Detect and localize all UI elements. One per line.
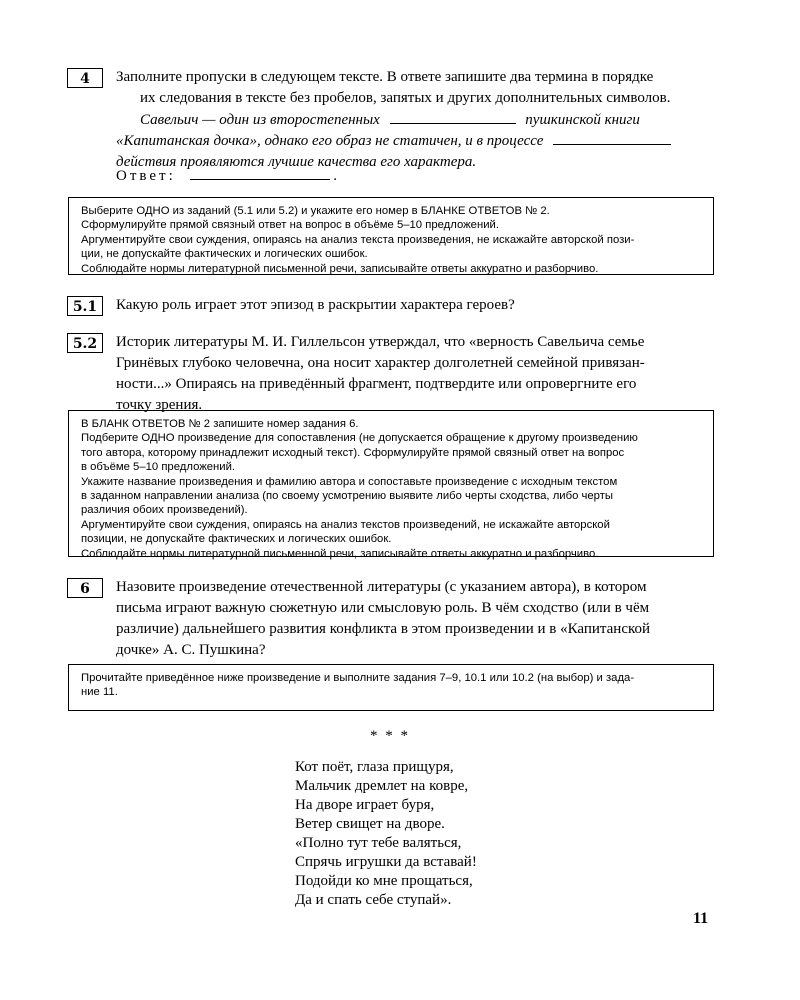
answer-label: Ответ: [116,168,176,184]
box-line: в заданном направлении анализа (по своему усмотрению выявите либо черты сходства, либо черты [81,490,614,503]
task-6-number: 6 [67,578,103,598]
poem-stanza-1 [295,758,468,834]
task-5-2-number: 5.2 [67,333,103,353]
box-line: ции, не допускайте фактических и логических ошибок. [81,248,368,261]
poem-line: Подойди ко мне прощаться, [295,873,473,889]
box-line: ние 11. [81,686,118,699]
fill-text-part: пушкинской книги [525,112,640,128]
answer-line: Ответ: . [116,168,338,184]
task-4-fill-text [116,110,716,173]
box-line: Прочитайте приведённое ниже произведение и выполните задания 7–9, 10.1 или 10.2 (на выбор) и зада- [81,672,635,684]
box-line: позиции, не допускайте фактических и логических ошибок. [81,533,392,546]
poem-line: Спрячь игрушки да вставай! [295,854,477,870]
blank-1[interactable] [390,111,516,124]
box-line: Выберите ОДНО из заданий (5.1 или 5.2) и укажите его номер в БЛАНКЕ ОТВЕТОВ № 2. [81,205,550,217]
box-line: в объёме 5–10 предложений. [81,461,236,474]
box-line: Аргументируйте свои суждения, опираясь на анализ текстов произведений, не искажайте авторской [81,518,610,531]
task-line: письма играют важную сюжетную или смысловую роль. В чём сходство (или в чём [116,600,650,616]
poem-line: На дворе играет буря, [295,797,435,813]
box-line: Соблюдайте нормы литературной письменной речи, записывайте ответы аккуратно и разборчиво. [81,262,599,275]
box-line: В БЛАНК ОТВЕТОВ № 2 запишите номер задания 6. [81,418,359,430]
poem-line: Ветер свищет на дворе. [295,816,445,832]
poem-line: Мальчик дремлет на ковре, [295,778,469,794]
instruction-box-6 [68,410,714,560]
box-line: того автора, которому принадлежит исходный текст). Сформулируйте прямой связный ответ на вопрос [81,446,625,459]
poem-line: Кот поёт, глаза прищуря, [295,759,454,775]
box-line: Сформулируйте прямой связный ответ на вопрос в объёме 5–10 предложений. [81,219,499,232]
task-line: точку зрения. [116,397,203,413]
instruction-box-5 [68,197,714,275]
task-line: Гринёвых глубоко человечна, она носит характер долголетней семейной привязан- [116,355,645,371]
poem-stanza-2 [295,834,477,910]
box-line: Подберите ОДНО произведение для сопоставления (не допускается обращение к другому произведению [81,432,638,445]
task-line: дочке» А. С. Пушкина? [116,642,266,658]
poem-title: * * * [370,728,410,744]
task-4-instruction [116,67,716,109]
task-4-instruction-line: их следования в тексте без пробелов, запятых и других дополнительных символов. [140,90,671,106]
task-6-text [116,577,716,661]
poem-line: Да и спать себе ступай». [295,892,452,908]
task-line: различие) дальнейшего развития конфликта в этом произведении и в «Капитанской [116,621,651,637]
box-line: Соблюдайте нормы литературной письменной речи, записывайте ответы аккуратно и разборчиво. [81,547,599,560]
task-5-1-number: 5.1 [67,296,103,316]
task-5-1-text: Какую роль играет этот эпизод в раскрытии характера героев? [116,297,515,313]
task-4-instruction-line: Заполните пропуски в следующем тексте. В ответе запишите два термина в порядке [116,69,654,85]
poem-line: «Полно тут тебе валяться, [295,835,462,851]
box-line: Аргументируйте свои суждения, опираясь на анализ текста произведения, не искажайте авторской пози- [81,233,635,246]
task-5-2-text [116,332,716,416]
task-line: ности...» Опираясь на приведённый фрагмент, подтвердите или опровергните его [116,376,637,392]
task-line: Назовите произведение отечественной литературы (с указанием автора), в котором [116,579,647,595]
fill-text-part: действия проявляются лучшие качества его характера. [116,154,477,170]
page-number: 11 [693,910,709,927]
task-line: Историк литературы М. И. Гиллельсон утверждал, что «верность Савельича семье [116,334,645,350]
instruction-box-7-11 [68,664,714,711]
fill-text-part: «Капитанская дочка», однако его образ не статичен, и в процессе [116,133,544,149]
box-line: Укажите название произведения и фамилию автора и сопоставьте произведение с исходным текстом [81,475,618,488]
fill-text-part: Савельич — один из второстепенных [140,112,380,128]
task-4-number: 4 [67,68,103,88]
box-line: различия обоих произведений). [81,504,248,517]
blank-2[interactable] [553,132,671,145]
answer-blank[interactable] [190,167,330,180]
